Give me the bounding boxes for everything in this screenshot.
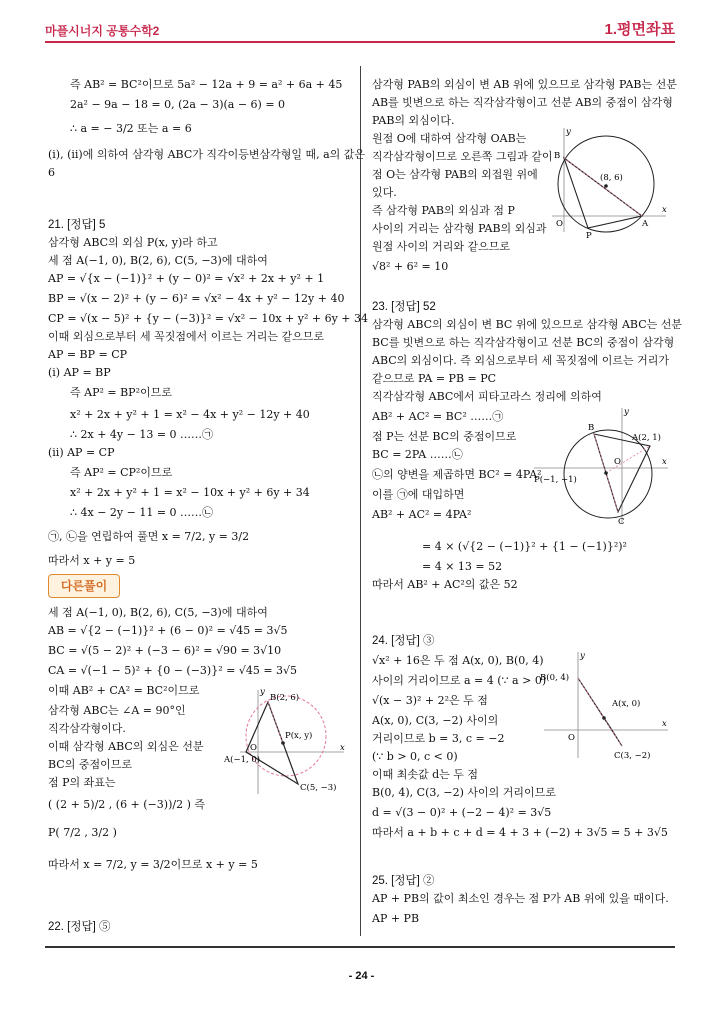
- text-line: x² + 2x + y² + 1 = x² − 4x + y² − 12y + 40: [70, 408, 310, 421]
- header-rule: [45, 41, 675, 43]
- text-line: 삼각형 ABC의 외심이 변 BC 위에 있으므로 삼각형 ABC는 선분: [372, 318, 682, 331]
- figure-label: x: [662, 205, 667, 215]
- column-divider: [360, 66, 361, 936]
- text-line: 따라서 AB² + AC²의 값은 52: [372, 578, 518, 591]
- text-line: B(0, 4), C(3, −2) 사이의 거리이므로: [372, 786, 556, 799]
- text-line: 이때 삼각형 ABC의 외심은 선분: [48, 740, 204, 753]
- figure-label: (8, 6): [600, 173, 623, 183]
- text-line: ∴ a = − 3/2 또는 a = 6: [70, 122, 192, 135]
- text-line: 이때 AB² + CA² = BC²이므로: [48, 684, 200, 697]
- book-title: 마플시너지 공통수학2: [45, 24, 160, 38]
- text-line: 즉 AP² = CP²이므로: [70, 466, 173, 479]
- figure-label: B: [554, 151, 561, 161]
- figure-label: O: [250, 743, 257, 753]
- text-line: 점 O는 삼각형 PAB의 외접원 위에: [372, 168, 538, 181]
- figure-label: x: [662, 719, 667, 729]
- figure-label: A(x, 0): [612, 699, 641, 709]
- figure-label: y: [580, 651, 585, 661]
- answer-heading-23: 23. [정답] 52: [372, 301, 436, 313]
- answer-heading-21: 21. [정답] 5: [48, 219, 106, 231]
- figure-label: y: [566, 127, 571, 137]
- text-line: A(x, 0), C(3, −2) 사이의: [372, 714, 499, 727]
- text-line: ㉠, ㉡을 연립하여 풀면 x = 7/2, y = 3/2: [48, 530, 250, 543]
- text-line: = 4 × (√{2 − (−1)}² + {1 − (−1)}²)²: [422, 540, 627, 553]
- text-line: = 4 × 13 = 52: [422, 560, 503, 573]
- text-line: 세 점 A(−1, 0), B(2, 6), C(5, −3)에 대하여: [48, 606, 268, 619]
- figure-label: O: [556, 219, 563, 229]
- chapter-title: 1.평면좌표: [604, 21, 675, 38]
- figure-label: A(−1, 0): [224, 755, 261, 765]
- text-line: AB² + AC² = 4PA²: [372, 508, 472, 521]
- figure-label: P(x, y): [285, 731, 313, 741]
- text-line: 있다.: [372, 186, 397, 199]
- figure-label: A(2, 1): [632, 433, 661, 443]
- text-line: 이때 최솟값 d는 두 점: [372, 768, 479, 781]
- text-line: 이때 외심으로부터 세 꼭짓점에서 이르는 거리는 같으므로: [48, 330, 325, 343]
- figure-label: y: [260, 687, 265, 697]
- text-line: 원점 O에 대하여 삼각형 OAB는: [372, 132, 527, 145]
- text-line: 따라서 x + y = 5: [48, 554, 136, 567]
- text-line: BC = 2PA ……㉡: [372, 448, 463, 461]
- text-line: P( 7/2 , 3/2 ): [48, 826, 117, 839]
- text-line: 사이의 거리이므로 a = 4 (∵ a > 0): [372, 674, 547, 687]
- figure-label: B(2, 6): [270, 693, 300, 703]
- figure-label: P(−1, −1): [534, 475, 577, 485]
- text-line: √8² + 6² = 10: [372, 260, 449, 273]
- text-line: 직각삼각형이므로 오른쪽 그림과 같이: [372, 150, 553, 163]
- text-line: AB를 빗변으로 하는 직각삼각형이고 선분 AB의 중점이 삼각형: [372, 96, 673, 109]
- text-line: CP = √(x − 5)² + {y − (−3)}² = √x² − 10x + y² + 6y + 34: [48, 312, 368, 325]
- text-line: ∴ 2x + 4y − 13 = 0 ……㉠: [70, 428, 214, 441]
- text-line: 2a² − 9a − 18 = 0, (2a − 3)(a − 6) = 0: [70, 98, 286, 111]
- text-line: ( (2 + 5)/2 , (6 + (−3))/2 ) 즉: [48, 798, 205, 811]
- figure-24: [542, 650, 672, 760]
- text-line: 사이의 거리는 삼각형 PAB의 외심과: [372, 222, 547, 235]
- text-line: x² + 2x + y² + 1 = x² − 10x + y² + 6y + 34: [70, 486, 310, 499]
- text-line: 거리이므로 b = 3, c = −2: [372, 732, 505, 745]
- text-line: 이를 ㉠에 대입하면: [372, 488, 465, 501]
- text-line: 삼각형 ABC는 ∠A = 90°인: [48, 704, 186, 717]
- text-line: 즉 삼각형 PAB의 외심과 점 P: [372, 204, 515, 217]
- text-line: AP = √{x − (−1)}² + (y − 0)² = √x² + 2x + y² + 1: [48, 272, 325, 285]
- figure-label: C(5, −3): [300, 783, 337, 793]
- text-line: d = √(3 − 0)² + (−2 − 4)² = 3√5: [372, 806, 552, 819]
- answer-heading-25: 25. [정답] ②: [372, 875, 435, 887]
- figure-label: B: [588, 423, 595, 433]
- text-line: BC = √(5 − 2)² + (−3 − 6)² = √90 = 3√10: [48, 644, 282, 657]
- text-line: AP + PB: [372, 912, 420, 925]
- figure-label: C: [618, 517, 625, 527]
- figure-23: [532, 406, 672, 526]
- answer-heading-22: 22. [정답] ⑤: [48, 921, 111, 933]
- figure-label: C(3, −2): [614, 751, 651, 761]
- text-line: CA = √(−1 − 5)² + {0 − (−3)}² = √45 = 3√5: [48, 664, 298, 677]
- figure-22: [550, 124, 670, 241]
- text-line: 직각삼각형 ABC에서 피타고라스 정리에 의하여: [372, 390, 602, 403]
- text-line: 따라서 x = 7/2, y = 3/2이므로 x + y = 5: [48, 858, 258, 871]
- text-line: ㉡의 양변을 제곱하면 BC² = 4PA²: [372, 468, 542, 481]
- text-line: 삼각형 PAB의 외심이 변 AB 위에 있으므로 삼각형 PAB는 선분: [372, 78, 677, 91]
- text-line: BC를 빗변으로 하는 직각삼각형이고 선분 BC의 중점이 삼각형: [372, 336, 675, 349]
- figure-label: P: [586, 231, 592, 241]
- text-line: AP + PB의 값이 최소인 경우는 점 P가 AB 위에 있을 때이다.: [372, 892, 669, 905]
- footer-rule: [45, 946, 675, 948]
- text-line: AB² + AC² = BC² ……㉠: [372, 410, 504, 423]
- text-line: √x² + 16은 두 점 A(x, 0), B(0, 4): [372, 654, 544, 667]
- text-line: ∴ 4x − 2y − 11 = 0 ……㉡: [70, 506, 214, 519]
- text-line: AP = BP = CP: [48, 348, 128, 361]
- alternate-solution-badge: 다른풀이: [48, 574, 120, 598]
- text-line: 즉 AP² = BP²이므로: [70, 386, 172, 399]
- figure-label: O: [568, 733, 575, 743]
- text-line: (ⅱ) AP = CP: [48, 446, 115, 459]
- text-line: 6: [48, 166, 55, 179]
- figure-label: B(0, 4): [540, 673, 570, 683]
- text-line: BP = √(x − 2)² + (y − 6)² = √x² − 4x + y² − 12y + 40: [48, 292, 345, 305]
- text-line: AB = √{2 − (−1)}² + (6 − 0)² = √45 = 3√5: [48, 624, 288, 637]
- text-line: 따라서 a + b + c + d = 4 + 3 + (−2) + 3√5 = 5 + 3√5: [372, 826, 668, 839]
- text-line: 직각삼각형이다.: [48, 722, 126, 735]
- text-line: 점 P는 선분 BC의 중점이므로: [372, 430, 517, 443]
- text-line: 삼각형 ABC의 외심 P(x, y)라 하고: [48, 236, 218, 249]
- figure-label: x: [662, 457, 667, 467]
- text-line: (∵ b > 0, c < 0): [372, 750, 458, 763]
- answer-heading-24: 24. [정답] ③: [372, 635, 435, 647]
- text-line: 점 P의 좌표는: [48, 776, 116, 789]
- figure-label: O: [614, 457, 621, 467]
- figure-label: y: [624, 407, 629, 417]
- text-line: (ⅰ) AP = BP: [48, 366, 111, 379]
- figure-label: A: [642, 219, 649, 229]
- text-line: √(x − 3)² + 2²은 두 점: [372, 694, 488, 707]
- figure-label: x: [340, 743, 345, 753]
- text-line: 세 점 A(−1, 0), B(2, 6), C(5, −3)에 대하여: [48, 254, 268, 267]
- text-line: BC의 중점이므로: [48, 758, 132, 771]
- text-line: PAB의 외심이다.: [372, 114, 455, 127]
- text-line: 즉 AB² = BC²이므로 5a² − 12a + 9 = a² + 6a + 45: [70, 78, 343, 91]
- text-line: 같으므로 PA = PB = PC: [372, 372, 497, 385]
- figure-21: [224, 686, 348, 796]
- text-line: ABC의 외심이다. 즉 외심으로부터 세 꼭짓점에 이르는 거리가: [372, 354, 670, 367]
- page-number: - 24 -: [348, 970, 375, 982]
- text-line: (ⅰ), (ⅱ)에 의하여 삼각형 ABC가 직각이등변삼각형일 때, a의 값은: [48, 148, 366, 161]
- text-line: 원점 사이의 거리와 같으므로: [372, 240, 511, 253]
